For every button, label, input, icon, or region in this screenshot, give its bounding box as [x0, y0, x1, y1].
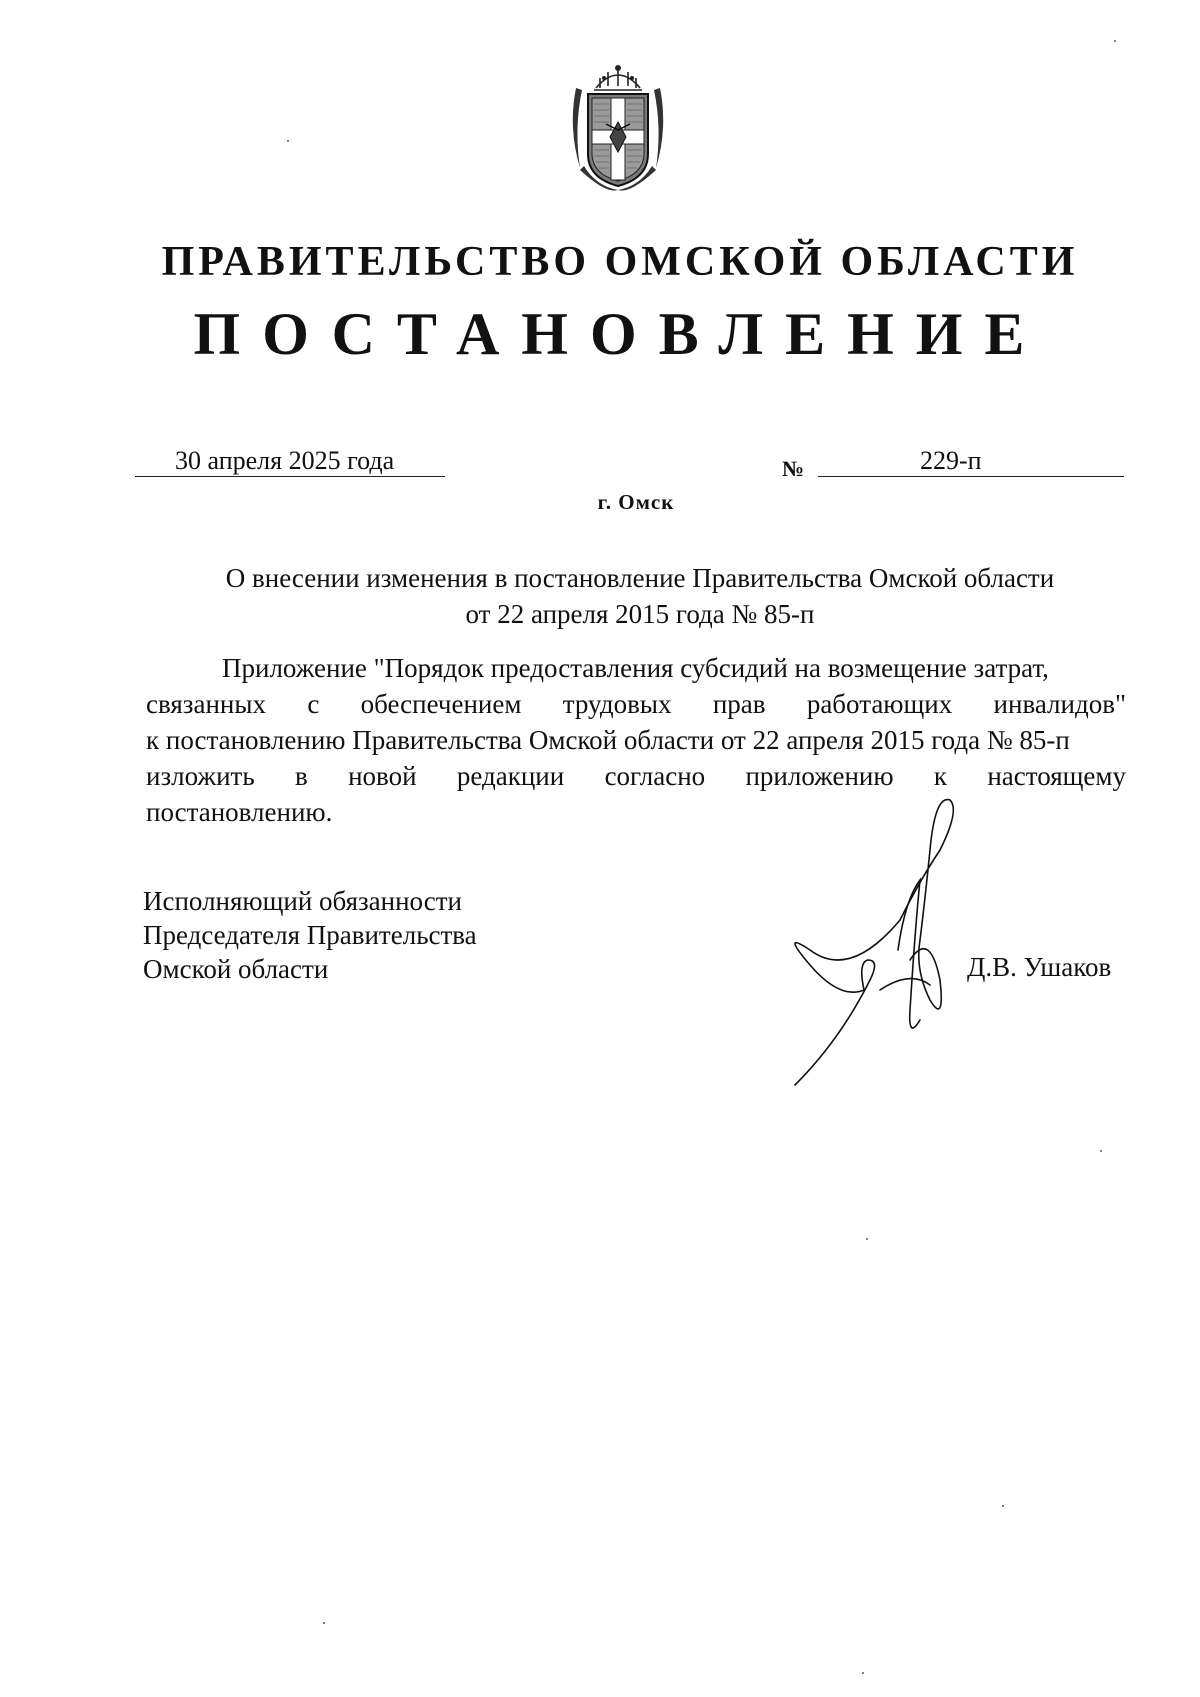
number-sign: № [782, 456, 805, 481]
body-word: приложению [745, 761, 894, 791]
subject-line-2: от 22 апреля 2015 года № 85-п [465, 599, 815, 629]
position-line-1: Исполняющий обязанности [143, 886, 462, 916]
issue-city: г. Омск [597, 490, 675, 514]
body-word: редакции [456, 761, 565, 791]
body-word: настоящему [987, 761, 1126, 791]
body-line-1: Приложение "Порядок предоставления субсидий на возмещение затрат, [222, 653, 1049, 683]
body-word: новой [348, 761, 417, 791]
subject-line-1: О внесении изменения в постановление Правительства Омской области [225, 563, 1055, 593]
body-line-4 [146, 758, 1126, 794]
document-number: 229-п [920, 446, 982, 475]
body-word: связанных [146, 689, 266, 719]
scan-speck [1002, 1505, 1004, 1507]
body-word: трудовых [562, 689, 672, 719]
body-word: обеспечением [360, 689, 522, 719]
coat-of-arms-emblem [566, 58, 670, 196]
organization-title: ПРАВИТЕЛЬСТВО ОМСКОЙ ОБЛАСТИ [161, 239, 1079, 285]
document-type-title: ПОСТАНОВЛЕНИЕ [193, 301, 1047, 367]
body-word: в [294, 761, 308, 791]
body-word: работающих [806, 689, 953, 719]
body-word: согласно [604, 761, 706, 791]
body-word: инвалидов" [993, 689, 1126, 719]
body-line-3: к постановлению Правительства Омской области от 22 апреля 2015 года № 85-п [146, 725, 1070, 755]
document-subject [150, 560, 1130, 632]
body-word: изложить [146, 761, 255, 791]
body-line-5: постановлению. [146, 797, 333, 827]
number-field [818, 446, 1124, 477]
date-field [135, 446, 445, 477]
body-line-2 [146, 686, 1126, 722]
scan-speck [287, 140, 289, 142]
scan-speck [323, 1622, 325, 1624]
body-word: к [933, 761, 948, 791]
document-date: 30 апреля 2025 года [175, 446, 395, 475]
scan-speck [862, 1672, 864, 1674]
body-word: с [307, 689, 320, 719]
scan-speck [1100, 1150, 1102, 1152]
body-word: прав [712, 689, 766, 719]
scan-speck [1114, 40, 1116, 42]
signer-name: Д.В. Ушаков [967, 952, 1112, 982]
handwritten-signature [780, 790, 1020, 1090]
position-line-3: Омской области [143, 954, 329, 984]
scan-speck [866, 1238, 868, 1240]
signer-position [143, 884, 477, 986]
position-line-2: Председателя Правительства [143, 920, 477, 950]
